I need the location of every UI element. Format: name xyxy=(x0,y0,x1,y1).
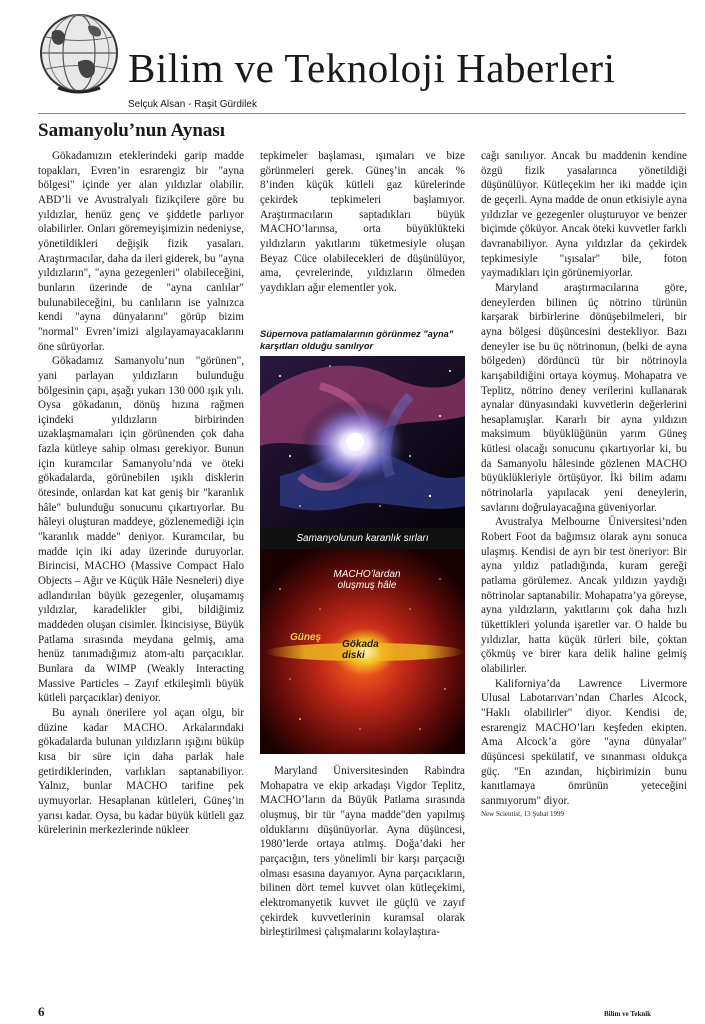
paragraph: cağı sanılıyor. Ancak bu maddenin kendine özgü fizik yasalarınca yönetildiği düşünülüyor. Kütleçekim her iki madde için de geçerli. Ayna madde de onun etkisiyle ayna yıldızlar ve gezegenler oluşturuyor ve benzer biçimde çöküyor. Ancak öteki kuvvetler farklı davranabiliyor. Ayna yıldızlar da çekirdek tepkimesiyle "ışısalar" bile, foton yaymadıkları için görünemiyorlar. xyxy=(481,150,687,280)
label-galactic-disk: Gökada diski xyxy=(342,639,379,661)
globe-logo-icon xyxy=(38,12,120,94)
paragraph: Avustralya Melbourne Üniversitesi’nden Robert Foot da bağımsız olarak aynı sonuca ulaşmış. Kendisi de ayrı bir test öneriyor: Bir ayna yıldız patladığında, kuram gereği patlama görülemez. Ancak yıldızın yaydığı nötrinolar saptanabilir. Mohapatra’ya göreyse, ayna yıldızların, yakıtlarını çok daha hızlı tükettikleri yolunda işaretler var. O halde bu yıldızlar, hatta küçük türleri bile, çoktan çökmüş ve birer kara delik haline gelmiş olabilirler. xyxy=(481,516,687,675)
source-citation: New Scientist, 13 Şubat 1999 xyxy=(481,809,565,818)
paragraph: Gökadamız Samanyolu’nun "görünen", yani parlayan yıldızların bulunduğu bölgesinin çapı, aşağı yukarı 130 000 ışık yılı. Oysa gökadanın, dönüş hızına rağmen içindeki yıldızların birbirinden uzaklaşmamaları için görünenden çok daha fazla kütleye sahip olması gerekiyor. Bunun için kuramcılar Samanyolu’nda ve öteki gökadalarda, görünebilen ışıklı disklerin ötesinde, onlardan kat kat geniş bir "karanlık hâle" bulunduğu sonucunu çıkartıyorlar. Bu hâleyi oluşturan maddeye, gözlenemediği için "karanlık madde" deniyor. Kuramcılar, bu madde için iki aday üzerinde duruyorlar. Birincisi, MACHO (Massive Compact Halo Objects – Ağır ve Küçük Hâle Nesneleri) diye adlandırılan büyük gezegenler, oluşamamış yıldızlar, karadelikler gibi, bildiğimiz maddeden oluşan cisimler. İkincisiyse, Büyük Patlama sırasında meydana gelmiş, ama henüz tanımadığımız atom-altı parçacıklar. Bunlara da WIMP (Weakly Interacting Massive Particles – Zayıf etkileşimli büyük kütleli parçacıklar) deniyor. xyxy=(38,355,244,705)
authors-byline: Selçuk Alsan - Raşit Gürdilek xyxy=(128,99,257,110)
figure-caption-supernova: Süpernova patlamalarının görünmez "ayna" karşıtları olduğu sanılıyor xyxy=(260,329,454,351)
paragraph: Maryland araştırmacılarına göre, deneylerden bilinen üç nötrino türünün karşarak birbirlerine dönüşebilmeleri, bir ayna bölgesi düşüncesini destekliyor. Bazı deneyler ise bu üç nötrinonun, (belki de ayna bölgeden) dördüncü tür bir nötrinoyla karışabildiğini ortaya koymuş. Mohapatra ve Teplitz, nötrino deney verilerini kullanarak aynalar dünyasındaki kuvvetlerin değerlerini hesaplamışlar. Kararlı bir ayna yıldızın maksimum büyüklüğünün yarım Güneş kütlesi olacağı sonucunu çıkartıyorlar ki, bu da Samanyolu hâlesinde gözlenen MACHO büyüklükleriyle örtüşüyor. İki bilim adamı nötrinolarla yapılacak yeni deneylerin, savlarını doğrulayacağına güveniyorlar. xyxy=(481,281,687,514)
page-number: 6 xyxy=(38,1004,45,1019)
article-column-2-top xyxy=(260,149,465,296)
header-divider xyxy=(38,113,686,114)
halo-illustration xyxy=(260,549,465,754)
label-macho-halo: MACHO’lardan oluşmuş hâle xyxy=(333,569,401,591)
paragraph: Gökadamızın eteklerindeki garip madde topakları, Evren’in esrarengiz bir "ayna bölgesi" içinde yer alan yıldızlar olabilir. ABD’li ve Avustralyalı fizikçilere göre bu yıldızlar, henüz genç ve şiddetle parlıyor olabilirler. Onları göremeyişimizin nedeniyse, yönetildikleri değişik fizik yasaları. Araştırmacılar, daha da ileri giderek, bu "ayna yıldızların", "ayna gezegenleri" olabileceğini, bunların üzerinde de "ayna canlılar" bulunabileceğini, bu canlıların ise yalnızca kendi "ayna dünyalarını" görüp bizim "normal" Evren’imizi algılayamayacaklarını öne sürüyorlar. xyxy=(38,150,244,353)
label-sun: Güneş xyxy=(290,632,322,643)
article-column-2-bottom xyxy=(260,764,465,940)
paragraph: Bu aynalı önerilere yol açan olgu, bir düzine kadar MACHO. Arkalarındaki gökadalarda bulunan yıldızların ışığını büküp kısa bir süre için daha parlak hale getirdiklerinden, varlıkları saptanabiliyor. Yalnız, bunlar MACHO tarifine pek uymuyorlar. Hesaplanan kütleleri, Güneş’in yarısı kadar. Oysa, bu kadar büyük kütleli gaz kürelerinin merkezlerinde nükleer xyxy=(38,706,244,837)
article-title: Samanyolu’nun Aynası xyxy=(38,120,226,141)
figure-band-caption: Samanyolunun karanlık sırları xyxy=(260,528,465,549)
paragraph: tepkimeler başlaması, ışımaları ve bize görünmeleri gerek. Güneş’in ancak % 8’inden küçük kütleli gaz kürelerinde çekirdek tepkimeleri başlamıyor. Araştırmacıların saptadıkları büyük MACHO’larınsa, orta büyüklükteki yıldızların yakıtlarını tüketmesiyle oluşan Beyaz Cüce olabilecekleri de düşünülüyor, ama, çevrelerinde, yıldızların ölmeden yaydıkları ağır elementler yok. xyxy=(260,150,465,294)
article-column-1 xyxy=(38,149,244,989)
magazine-name: Bilim ve Teknik xyxy=(604,1010,652,1018)
paragraph: Kaliforniya’da Lawrence Livermore Ulusal Labotarıvarı’ndan Charles Alcock, "Haklı olabilirler" diyor. Kendisi de, esrarengiz MACHO’ları keşfeden ekipten. Ama Alcock’a göre "ayna dünyalar" düşüncesi spekülatif, ve sınanması oldukça güç. "En azından, hiçbirimizin bunu kanıtlamaya ömrünün yeteceğini sanmıyorum" diyor. xyxy=(481,677,687,807)
paragraph: Maryland Üniversitesinden Rabindra Mohapatra ve ekip arkadaşı Vigdor Teplitz, MACHO’ların da Büyük Patlama sırasında oluşmuş, bir tür "ayna madde"den yapılmış olduklarını düşünüyorlar. Ayna düşüncesi, 1980’lerde ortaya atılmış. Doğa’daki her parçacığın, ters yönelimli bir karşı parçacığı olması esasına dayanıyor. Ayna parçacıkların, bilinen dört temel kuvvet olan kütleçekimi, elektromanyetik kuvvet ile güçlü ve zayıf çekirdek kuvvetlerinin kuramsal olarak birleştirilmesi çalışmalarını kolaylaştıra- xyxy=(260,765,465,939)
article-column-3 xyxy=(481,149,687,819)
galaxy-image xyxy=(260,356,465,528)
masthead-title: Bilim ve Teknoloji Haberleri xyxy=(128,45,616,91)
